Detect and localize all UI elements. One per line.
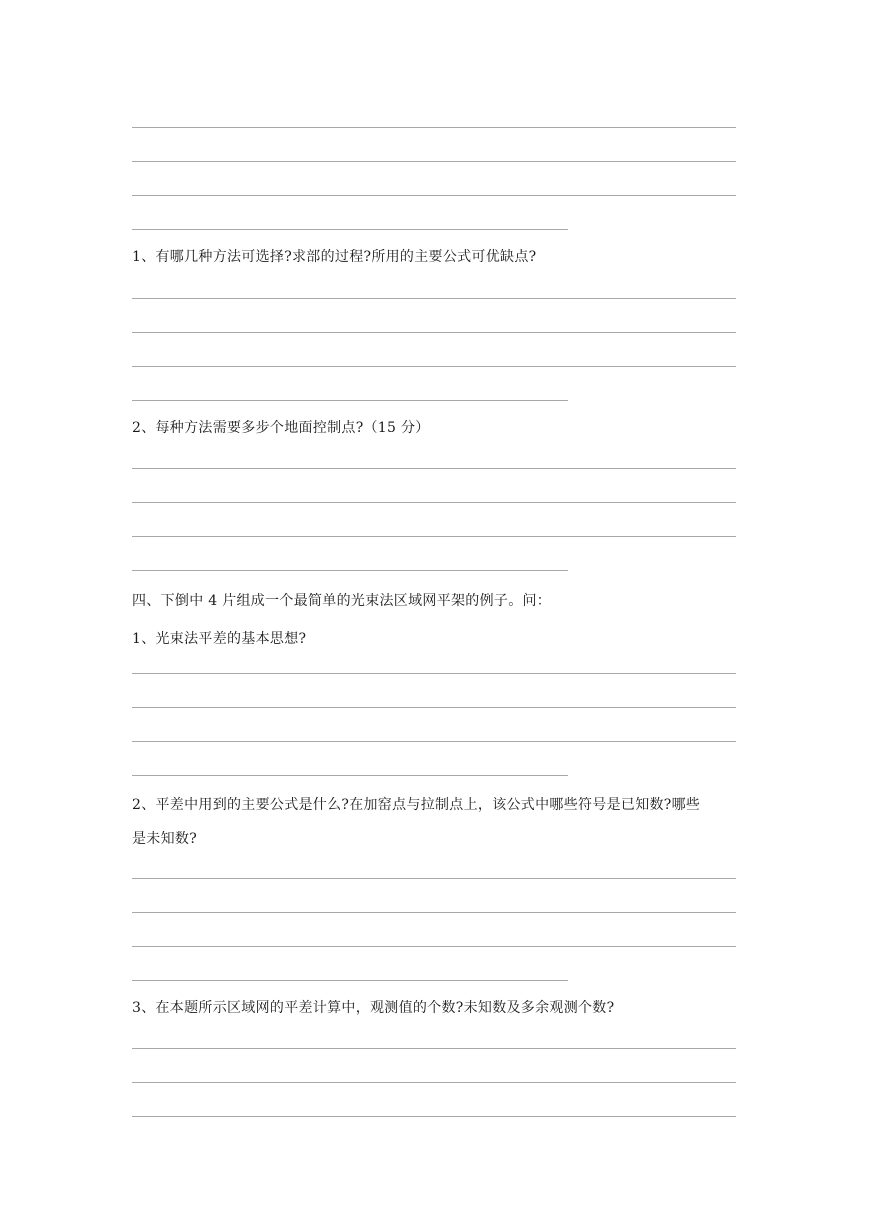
section-4-heading: 四、下倒中 4 片组成一个最简单的光束法区域网平架的例子。问： [132,593,552,609]
answer-line [132,707,736,708]
answer-line [132,1082,736,1083]
answer-line [132,366,736,367]
answer-line [132,502,736,503]
answer-line [132,298,736,299]
answer-line [132,878,736,879]
question-4-2-line-1: 2、平差中用到的主要公式是什么?在加窑点与拉制点上，该公式中哪些符号是已知数?哪些 [132,797,701,813]
answer-line [132,912,736,913]
answer-line [132,570,568,571]
answer-line [132,536,736,537]
answer-line [132,946,736,947]
answer-line [132,1116,736,1117]
answer-line [132,980,568,981]
answer-line [132,127,736,128]
answer-line [132,400,568,401]
answer-line [132,332,736,333]
answer-line [132,229,568,230]
question-4-1: 1、光束法平差的基本思想? [132,631,307,647]
answer-line [132,1048,736,1049]
question-3-2: 2、每种方法需要多步个地面控制点?（15 分） [132,420,430,436]
answer-line [132,741,736,742]
question-4-2-line-2: 是未知数? [132,831,198,847]
answer-line [132,161,736,162]
question-3-1: 1、有哪几种方法可选择?求部的过程?所用的主要公式可优缺点? [132,249,537,265]
answer-line [132,195,736,196]
answer-line [132,468,736,469]
answer-line [132,673,736,674]
question-4-3: 3、在本题所示区域网的平差计算中，观测值的个数?未知数及多余观测个数? [132,1000,615,1016]
answer-line [132,775,568,776]
